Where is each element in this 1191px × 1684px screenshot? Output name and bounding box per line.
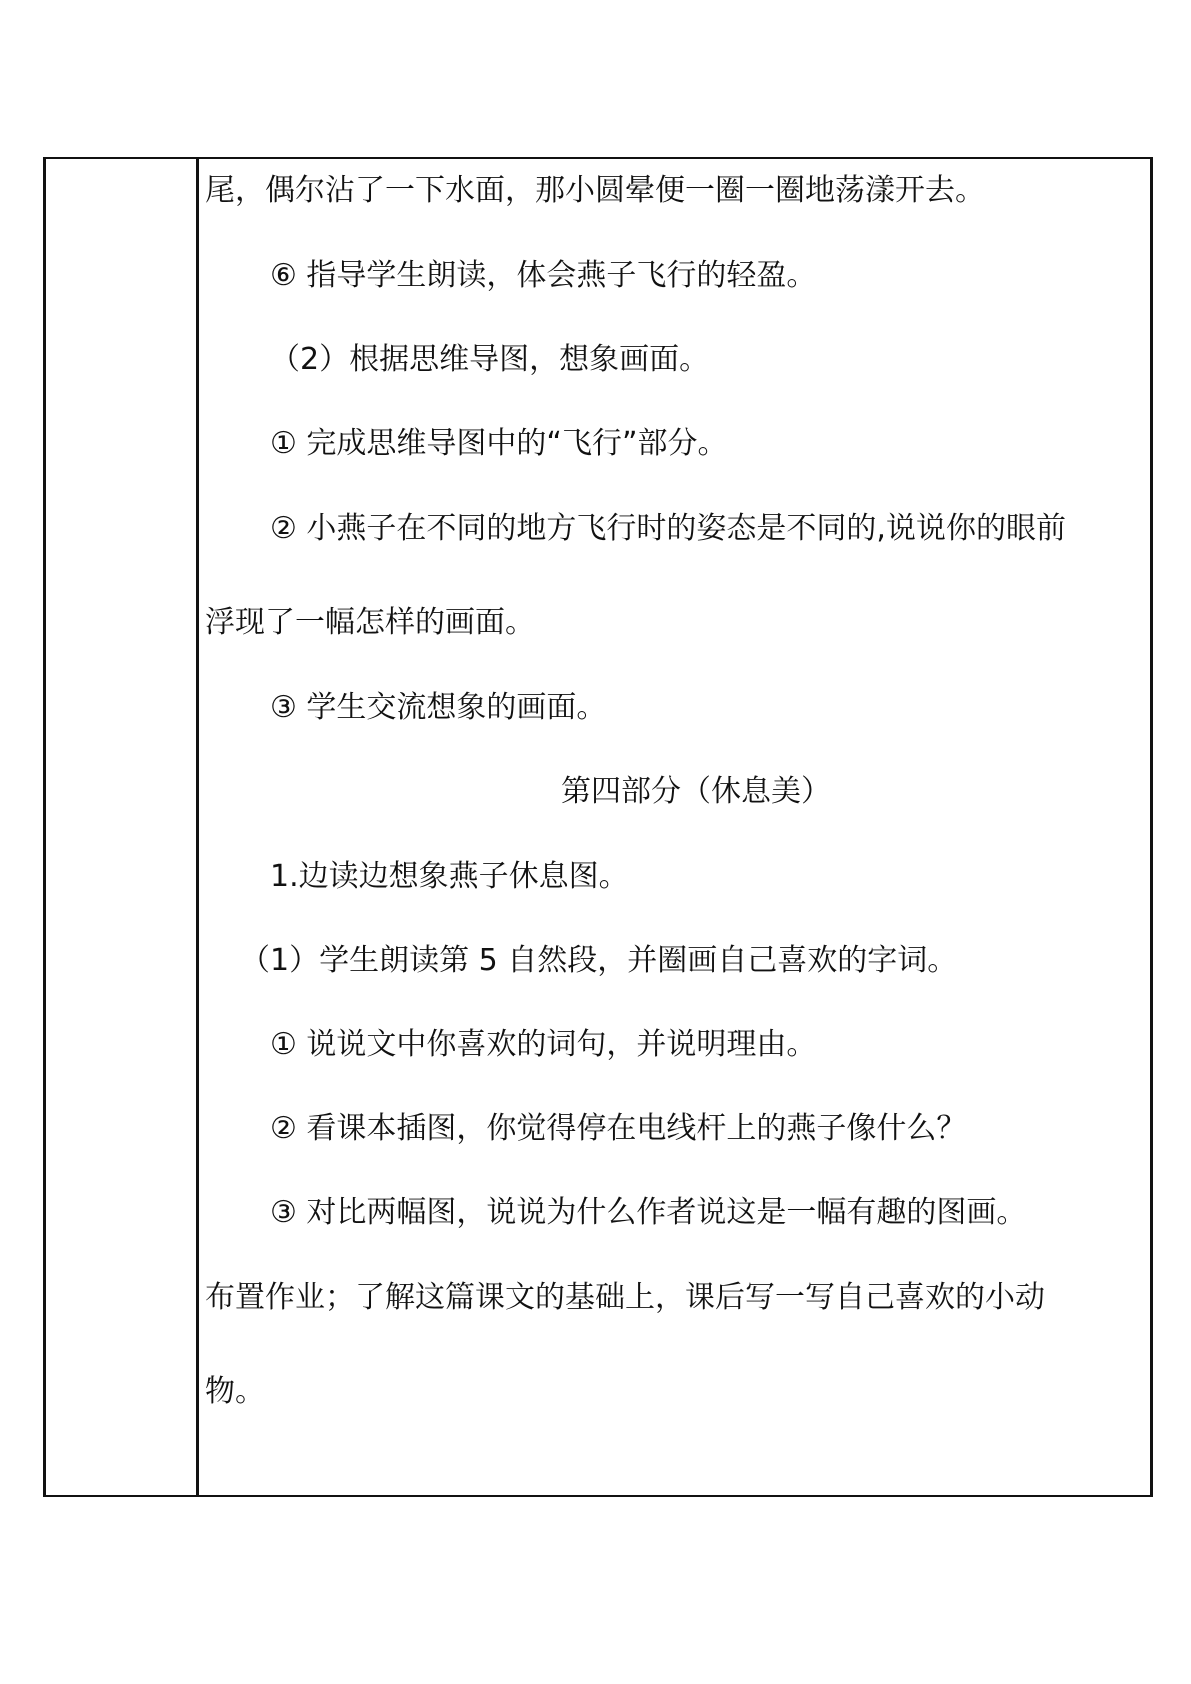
text-line-5: ② 小燕子在不同的地方飞行时的姿态是不同的,说说你的眼前 [270, 511, 1066, 546]
text-line-14: 布置作业；了解这篇课文的基础上，课后写一写自己喜欢的小动 [205, 1280, 1045, 1315]
text-line-9: 1.边读边想象燕子休息图。 [270, 859, 629, 894]
column-divider [196, 159, 199, 1495]
text-line-4: ① 完成思维导图中的“飞行”部分。 [270, 426, 728, 461]
text-line-10: （1）学生朗读第 5 自然段，并圈画自己喜欢的字词。 [240, 943, 958, 978]
text-line-7: ③ 学生交流想象的画面。 [270, 690, 607, 725]
text-line-12: ② 看课本插图，你觉得停在电线杆上的燕子像什么？ [270, 1111, 967, 1146]
text-line-15: 物。 [205, 1374, 265, 1409]
text-line-13: ③ 对比两幅图，说说为什么作者说这是一幅有趣的图画。 [270, 1195, 1027, 1230]
section-heading: 第四部分（休息美） [561, 774, 831, 809]
text-line-11: ① 说说文中你喜欢的词句，并说明理由。 [270, 1027, 817, 1062]
text-line-1: 尾，偶尔沾了一下水面，那小圆晕便一圈一圈地荡漾开去。 [205, 173, 985, 208]
text-line-2: ⑥ 指导学生朗读，体会燕子飞行的轻盈。 [270, 258, 817, 293]
text-line-6: 浮现了一幅怎样的画面。 [205, 605, 535, 640]
text-line-3: （2）根据思维导图，想象画面。 [270, 342, 710, 377]
